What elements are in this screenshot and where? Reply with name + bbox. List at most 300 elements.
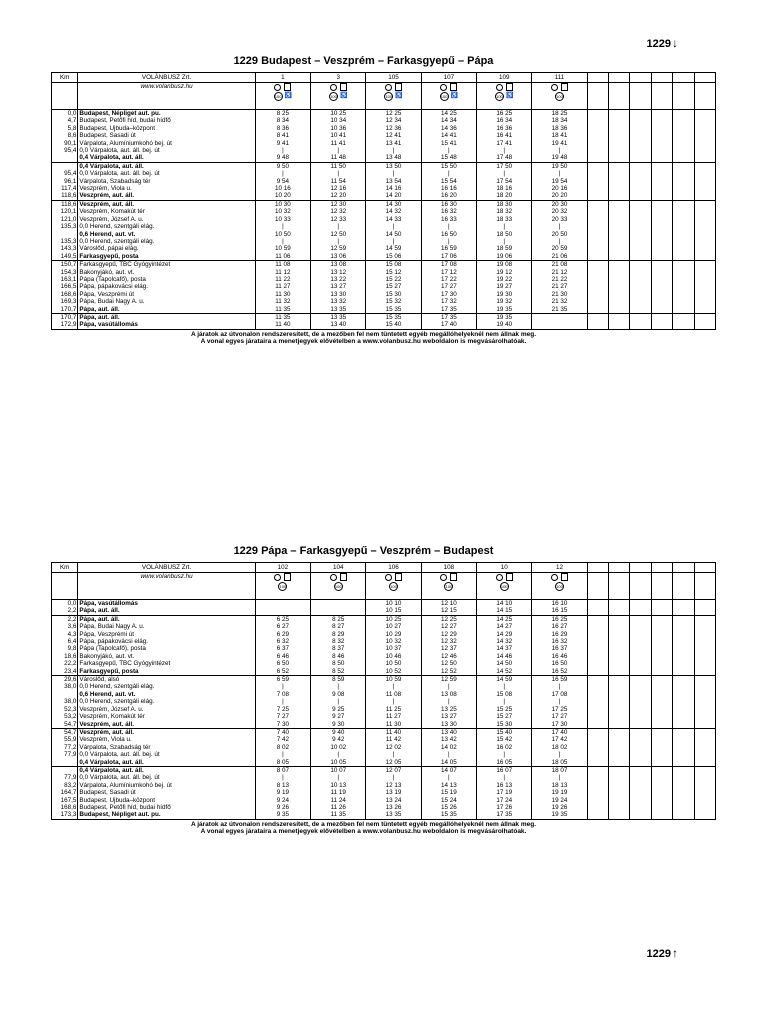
departure-time: 8 27 [311,623,366,630]
departure-time: 6 25 [255,615,310,623]
km-value: 3,6 [52,623,78,630]
departure-time: | [477,683,532,690]
departure-time: 10 52 [366,668,421,676]
empty-column [587,208,608,215]
departure-time: 12 07 [366,766,421,774]
empty-column [609,706,630,713]
fare-100-icon: 100 [334,583,342,589]
stop-name [78,638,255,645]
stop-name-text: 0,0 Herend, szentgáli elág. [79,223,155,231]
table-row [52,631,716,638]
empty-column [609,117,630,124]
departure-time: 10 36 [311,125,366,132]
empty-column [651,600,672,608]
departure-time: 16 20 [421,192,476,200]
empty-column [587,766,608,774]
departure-time: 21 35 [532,306,587,314]
empty-column [587,782,608,789]
departure-time: | [421,238,476,245]
empty-column [673,713,694,720]
table-row [52,147,716,154]
departure-time [311,607,366,615]
empty-column [630,238,651,245]
fare-100-icon: 100 [440,93,448,99]
table-row [52,660,716,667]
departure-time: 15 54 [421,178,476,185]
stop-name [78,269,255,276]
stop-name-text: Pápa, vasútállomás [79,600,138,607]
trip-number: 107 [421,73,476,83]
departure-time [255,600,310,608]
trip-icons [366,83,421,110]
departure-time: 8 36 [255,125,310,132]
departure-time: | [366,774,421,781]
departure-time: 16 30 [421,200,476,208]
empty-column [587,162,608,170]
stop-name [78,306,255,314]
fare-100-icon: 100 [500,583,508,589]
table-row [52,759,716,767]
empty-column [587,231,608,238]
empty-column [694,223,715,230]
empty-column [609,231,630,238]
empty-column [694,573,715,600]
departure-time: 12 36 [366,125,421,132]
empty-column [609,660,630,667]
departure-time: 13 41 [366,140,421,147]
km-value: 170,7 [52,306,78,314]
trip-icons [366,573,421,600]
empty-column [694,668,715,676]
departure-time: 11 32 [255,298,310,305]
stop-name [78,261,255,269]
departure-time: 17 32 [421,298,476,305]
departure-time: | [311,683,366,690]
icon-row [52,573,716,600]
departure-time: 16 41 [477,132,532,139]
empty-column [630,140,651,147]
trip-icons-bottom [423,582,475,591]
empty-column [630,668,651,676]
empty-column [694,623,715,630]
empty-column [673,125,694,132]
departure-time: 15 12 [366,269,421,276]
stop-name [78,313,255,321]
departure-time: 16 29 [532,631,587,638]
departure-time: 17 50 [477,162,532,170]
stop-name [78,691,255,698]
stop-name [78,238,255,245]
departure-time: 17 24 [477,797,532,804]
km-value [52,766,78,774]
empty-column [694,683,715,690]
departure-time: 10 15 [366,607,421,615]
empty-column [587,216,608,223]
stop-name-text: Budapest, Sasadi út [79,789,136,797]
table-row [52,653,716,660]
trip-number: 109 [477,73,532,83]
departure-time: 12 34 [366,117,421,124]
operating-days-icon [440,574,447,581]
empty-column [673,804,694,811]
departure-time: 11 40 [255,321,310,329]
departure-time: 18 13 [532,782,587,789]
km-value: 83,2 [52,782,78,789]
departure-time: 15 08 [366,261,421,269]
stop-name [78,140,255,147]
stop-name-text: Budapest, Népliget aut. pu. [79,110,161,117]
departure-time: 17 41 [477,140,532,147]
stop-name [78,192,255,200]
departure-time: 12 20 [311,192,366,200]
empty-column [609,261,630,269]
departure-time: 13 50 [366,162,421,170]
km-value: 0,0 [52,600,78,608]
stop-name [78,298,255,305]
departure-time: 21 30 [532,291,587,298]
departure-time: 10 59 [366,676,421,684]
empty-column [673,638,694,645]
table-row [52,192,716,200]
departure-time: 8 13 [255,782,310,789]
trip-icons-bottom [257,92,309,101]
empty-column [673,216,694,223]
departure-time: 15 19 [421,789,476,796]
empty-column [673,623,694,630]
stop-name-text: Veszprém, aut. áll. [79,720,135,728]
stop-name [78,751,255,758]
km-value: 5,8 [52,125,78,132]
departure-time [311,600,366,608]
table-row [52,811,716,819]
departure-time: 18 05 [532,759,587,767]
empty-column [694,811,715,819]
departure-time: 6 46 [255,653,310,660]
km-value: 154,3 [52,269,78,276]
stop-name-text: 0,0 Várpalota, aut. áll. bej. út [79,774,160,782]
departure-time: 14 15 [477,607,532,615]
empty-column [630,313,651,321]
departure-time: | [421,751,476,758]
empty-column [673,147,694,154]
empty-column [587,721,608,729]
fare-100-icon: 100 [556,583,563,589]
empty-column [609,298,630,305]
departure-time: 8 52 [311,668,366,676]
departure-time: 21 12 [532,269,587,276]
table-row [52,751,716,758]
table-row [52,245,716,252]
empty-column [609,208,630,215]
website-label: www.volanbusz.hu [78,573,255,600]
empty-column [651,313,672,321]
empty-column [673,811,694,819]
departure-time: | [255,223,310,230]
empty-column [630,245,651,252]
stop-name [78,660,255,667]
departure-time: 15 08 [477,691,532,698]
departure-time: 15 30 [366,291,421,298]
empty-column [694,298,715,305]
departure-time: 20 32 [532,208,587,215]
empty-column [673,298,694,305]
stop-name [78,631,255,638]
stop-name [78,208,255,215]
empty-column [630,223,651,230]
departure-time: | [255,774,310,781]
km-value: 168,6 [52,291,78,298]
page-number-text: 1229 [646,38,671,50]
empty-column [587,321,608,329]
empty-column [630,283,651,290]
departure-time: 13 30 [311,291,366,298]
departure-time: 17 54 [477,178,532,185]
departure-time: | [477,238,532,245]
departure-time [255,607,310,615]
ticket-icon [284,83,291,91]
departure-time: 6 52 [255,668,310,676]
empty-column [694,653,715,660]
empty-column [673,728,694,736]
empty-column [651,306,672,314]
stop-name-text: 0,0 Herend, szentgáli elág. [79,698,155,706]
empty-column [609,140,630,147]
departure-time: 9 42 [311,736,366,743]
empty-column [651,782,672,789]
departure-time: 15 35 [421,811,476,819]
empty-column [673,306,694,314]
km-value: 52,3 [52,706,78,713]
empty-column [694,231,715,238]
departure-time: 12 33 [311,216,366,223]
departure-time: 11 35 [255,306,310,314]
ticket-icon [450,573,457,581]
empty-column [651,200,672,208]
stop-name [78,736,255,743]
operating-days-icon [440,84,447,91]
empty-column [630,110,651,118]
empty-column [651,223,672,230]
empty-column [609,573,630,600]
km-value: 95,4 [52,170,78,177]
empty-column [694,797,715,804]
empty-column [630,706,651,713]
departure-time: 11 50 [311,162,366,170]
empty-column [587,691,608,698]
empty-column [630,759,651,767]
km-value: 53,2 [52,713,78,720]
empty-column [651,766,672,774]
stop-name-text: Pápa (Tapolcafő), posta [79,645,146,653]
departure-time: 12 25 [366,110,421,118]
empty-column [587,110,608,118]
departure-time: 10 16 [255,185,310,192]
stop-name [78,216,255,223]
stop-name [78,759,255,767]
km-value: 4,7 [52,117,78,124]
stop-name [78,653,255,660]
departure-time: 19 24 [532,797,587,804]
departure-time: 16 16 [421,185,476,192]
departure-time: 11 48 [311,154,366,162]
stop-name [78,706,255,713]
empty-column [609,676,630,684]
table-row [52,154,716,162]
departure-time: | [311,238,366,245]
empty-column [673,774,694,781]
empty-column [651,804,672,811]
stop-name [78,615,255,623]
empty-column [587,751,608,758]
empty-column [630,615,651,623]
departure-time: | [477,774,532,781]
trip-icons-bottom [257,582,309,591]
empty-column [587,759,608,767]
operating-days-icon [551,574,558,581]
departure-time: 20 59 [532,245,587,252]
empty-column [630,269,651,276]
km-value: 170,7 [52,313,78,321]
empty-column [587,668,608,676]
empty-column [609,321,630,329]
empty-column [587,698,608,705]
departure-time: 18 30 [477,200,532,208]
trip-number: 105 [366,73,421,83]
departure-time: | [366,238,421,245]
departure-time: 7 30 [255,721,310,729]
departure-time: 14 29 [477,631,532,638]
departure-time: 12 50 [311,231,366,238]
table-row [52,200,716,208]
empty-column [630,261,651,269]
departure-time: 12 41 [366,132,421,139]
departure-time: 9 50 [255,162,310,170]
departure-time: 16 52 [532,668,587,676]
table-row [52,645,716,652]
table-row [52,698,716,705]
empty-column [673,231,694,238]
empty-column [609,615,630,623]
empty-column [609,83,630,110]
empty-column [609,313,630,321]
departure-time: 11 06 [255,253,310,261]
trip-icons-bottom [478,92,530,101]
km-value: 55,9 [52,736,78,743]
timetable-table [51,562,716,820]
fare-100-icon: 100 [385,93,393,99]
stop-name [78,645,255,652]
trip-number: 102 [255,563,310,573]
departure-time: 14 10 [477,600,532,608]
ticket-icon [506,573,513,581]
empty-column [673,200,694,208]
empty-column [694,170,715,177]
empty-column [694,706,715,713]
empty-column [673,283,694,290]
departure-time: 19 35 [532,811,587,819]
stop-name [78,797,255,804]
departure-time: 13 54 [366,178,421,185]
km-value: 54,7 [52,728,78,736]
trip-icons-bottom [312,92,364,101]
empty-column [694,162,715,170]
empty-column [651,125,672,132]
departure-time: 19 54 [532,178,587,185]
departure-time: 17 35 [477,811,532,819]
empty-column [609,811,630,819]
km-value [52,231,78,238]
stop-name-text: Budapest, Petőfi híd, budai hídfő [79,117,171,125]
trip-icons [477,83,532,110]
km-blank [52,573,78,600]
empty-column [609,192,630,200]
empty-column [651,110,672,118]
empty-column [673,73,694,83]
empty-column [630,638,651,645]
empty-column [694,607,715,615]
ticket-icon [284,573,291,581]
km-value: 117,4 [52,185,78,192]
km-header: Km [52,563,78,573]
empty-column [694,321,715,329]
empty-column [651,283,672,290]
empty-column [609,736,630,743]
empty-column [673,645,694,652]
empty-column [587,563,608,573]
ticket-icon [340,573,347,581]
empty-column [651,162,672,170]
empty-column [651,253,672,261]
departure-time: 16 07 [477,766,532,774]
empty-column [651,683,672,690]
departure-time: | [477,147,532,154]
empty-column [673,683,694,690]
stop-name-text: Várpalota, Alumíniumkohó bej. út [79,781,172,789]
departure-time: 10 25 [311,110,366,118]
stop-name [78,321,255,329]
empty-column [694,615,715,623]
table-row [52,782,716,789]
empty-column [651,811,672,819]
trip-number: 10 [477,563,532,573]
km-value: 0,0 [52,110,78,118]
empty-column [673,721,694,729]
trip-icons-top [257,83,309,92]
departure-time: 16 59 [532,676,587,684]
empty-column [651,269,672,276]
empty-column [651,607,672,615]
empty-column [630,208,651,215]
departure-time: 19 08 [477,261,532,269]
empty-column [651,245,672,252]
empty-column [587,676,608,684]
empty-column [694,563,715,573]
empty-column [609,178,630,185]
empty-column [587,283,608,290]
empty-column [651,73,672,83]
stop-name [78,162,255,170]
arrow-up-icon: ↑ [672,946,678,960]
empty-column [694,132,715,139]
empty-column [651,774,672,781]
trip-icons [421,83,476,110]
departure-time: 11 42 [366,736,421,743]
departure-time: 17 27 [421,283,476,290]
stop-name-text: Pápa, aut. áll. [79,607,120,615]
departure-time: 11 27 [255,283,310,290]
empty-column [630,200,651,208]
table-row [52,125,716,132]
